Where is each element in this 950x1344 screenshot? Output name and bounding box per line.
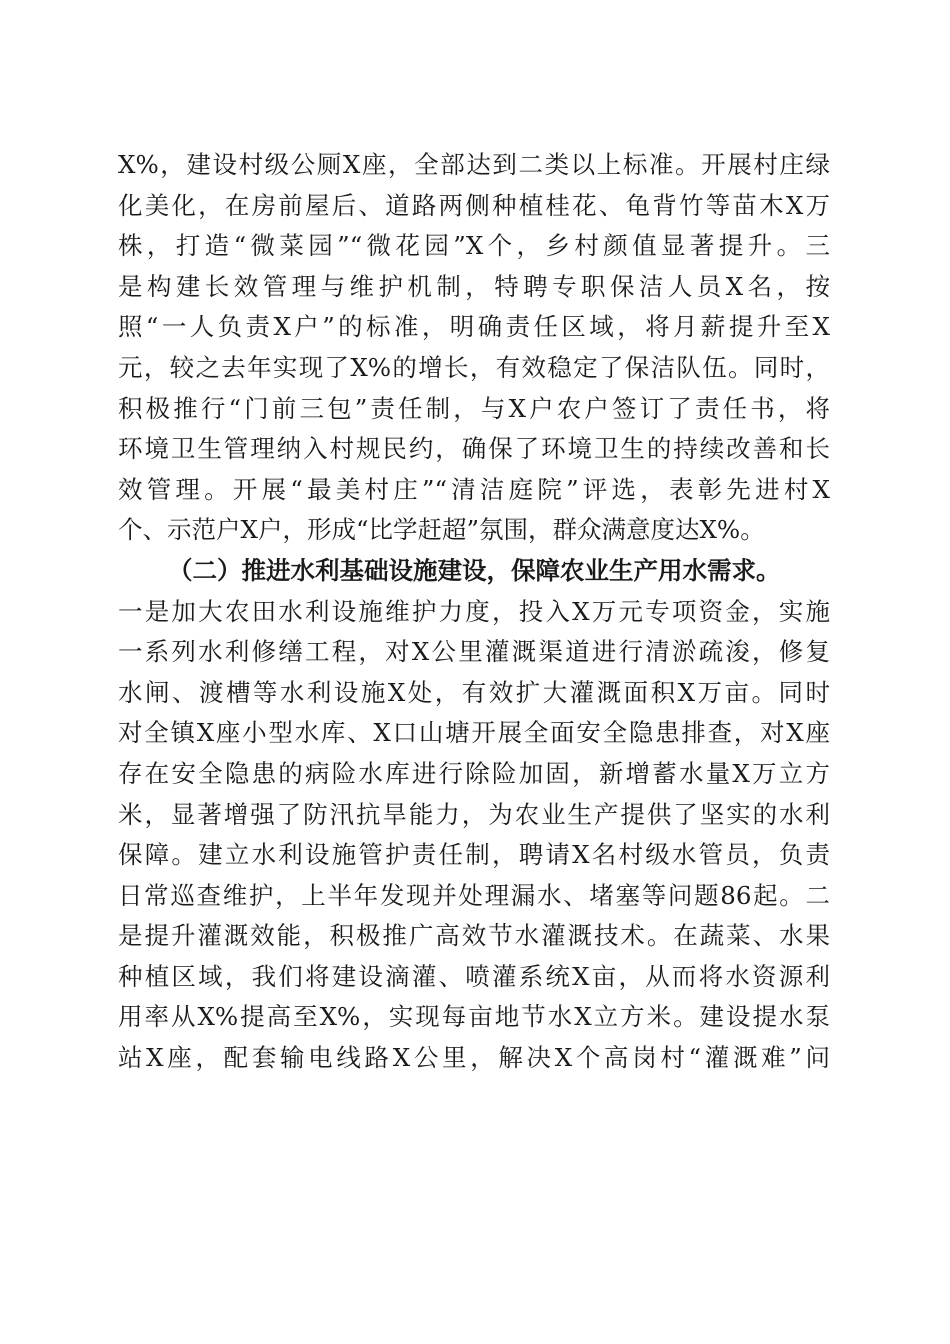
text-line: 株，打造“微菜园”“微花园”X个，乡村颜值显著提升。三 bbox=[118, 231, 830, 261]
text-line: X%，建设村级公厕X座，全部达到二类以上标准。开展村庄绿 bbox=[118, 150, 830, 179]
text-line: 用率从X%提高至X%，实现每亩地节水X立方米。建设提水泵 bbox=[118, 1002, 830, 1032]
section-heading: （二）推进水利基础设施建设，保障农业生产用水需求。 bbox=[168, 555, 781, 585]
text-line: 个、示范户X户，形成“比学赶超”氛围，群众满意度达X%。 bbox=[118, 515, 765, 545]
text-line: 站X座，配套输电线路X公里，解决X个高岗村“灌溉难”问 bbox=[118, 1043, 830, 1073]
text-line: 日常巡查维护，上半年发现并处理漏水、堵塞等问题86起。二 bbox=[118, 880, 830, 910]
body-text bbox=[118, 145, 830, 1079]
text-line: 效管理。开展“最美村庄”“清洁庭院”评选，表彰先进村X bbox=[118, 474, 830, 504]
text-line: 保障。建立水利设施管护责任制，聘请X名村级水管员，负责 bbox=[118, 840, 830, 870]
text-line: 照“一人负责X户”的标准，明确责任区域，将月薪提升至X bbox=[118, 312, 830, 342]
text-line: 环境卫生管理纳入村规民约，确保了环境卫生的持续改善和长 bbox=[118, 434, 830, 464]
text-line: 种植区域，我们将建设滴灌、喷灌系统X亩，从而将水资源利 bbox=[118, 961, 830, 991]
text-line: 存在安全隐患的病险水库进行除险加固，新增蓄水量X万立方 bbox=[118, 758, 830, 788]
text-line: 化美化，在房前屋后、道路两侧种植桂花、龟背竹等苗木X万 bbox=[118, 190, 830, 220]
text-line: 一系列水利修缮工程，对X公里灌溉渠道进行清淤疏浚，修复 bbox=[118, 637, 830, 667]
text-line: 积极推行“门前三包”责任制，与X户农户签订了责任书，将 bbox=[118, 393, 830, 423]
text-line: 对全镇X座小型水库、X口山塘开展全面安全隐患排查，对X座 bbox=[118, 718, 830, 748]
text-line: 元，较之去年实现了X%的增长，有效稳定了保洁队伍。同时， bbox=[118, 352, 830, 382]
text-line: 是提升灌溉效能，积极推广高效节水灌溉技术。在蔬菜、水果 bbox=[118, 921, 830, 951]
text-line: 水闸、渡槽等水利设施X处，有效扩大灌溉面积X万亩。同时 bbox=[118, 677, 830, 707]
text-line: 是构建长效管理与维护机制，特聘专职保洁人员X名，按 bbox=[118, 271, 830, 301]
text-line: 米，显著增强了防汛抗旱能力，为农业生产提供了坚实的水利 bbox=[118, 799, 830, 829]
text-line: 一是加大农田水利设施维护力度，投入X万元专项资金，实施 bbox=[118, 596, 830, 626]
